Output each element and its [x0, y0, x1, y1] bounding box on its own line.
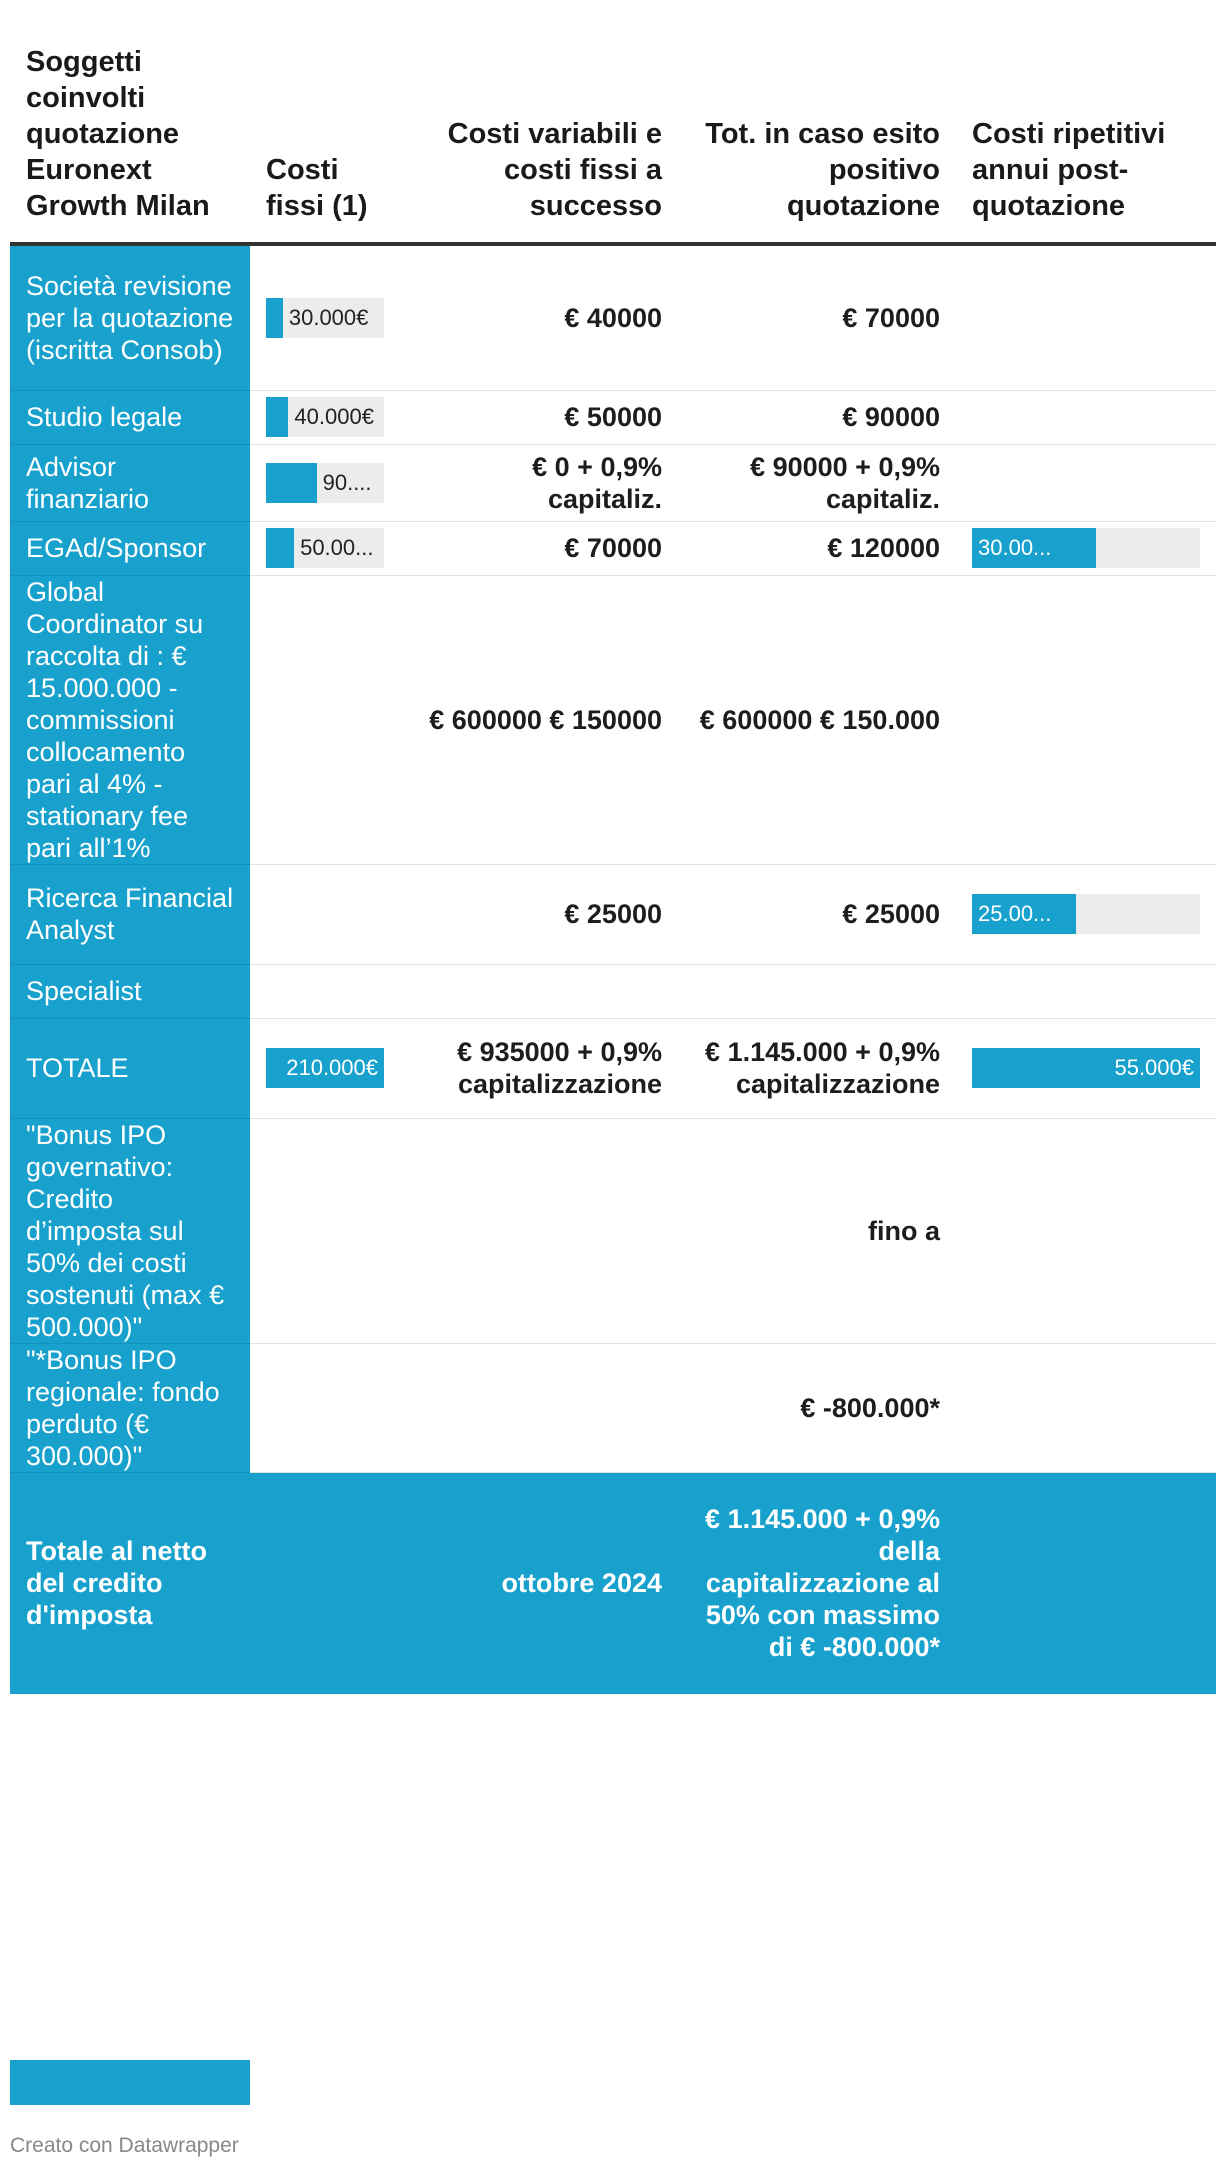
fixed-cost-bar-fill: [266, 298, 283, 338]
fixed-cost-cell: [250, 864, 400, 964]
recurring-cost-cell: [956, 575, 1216, 864]
header-subjects[interactable]: Soggetti coinvolti quotazione Euronext Growth Milan: [10, 30, 250, 244]
recurring-cost-cell: [956, 244, 1216, 390]
fixed-cost-cell: [250, 1018, 400, 1118]
fixed-cost-cell: [250, 244, 400, 390]
fixed-cost-cell: [250, 575, 400, 864]
variable-cost-cell: € 0 + 0,9% capitaliz.: [400, 444, 678, 521]
recurring-cost-bar-track: [972, 1048, 1200, 1088]
total-cost-cell: € 70000: [678, 244, 956, 390]
variable-cost-cell: € 935000 + 0,9% capitalizzazione: [400, 1018, 678, 1118]
cost-table-container: [10, 30, 1216, 1694]
final-row-recurring-cell: [956, 1472, 1216, 1694]
variable-cost-cell: [400, 964, 678, 1018]
table-row: [10, 1018, 1216, 1118]
fixed-cost-bar-label: 90....: [322, 469, 372, 495]
recurring-cost-cell: [956, 1018, 1216, 1118]
table-row: [10, 1343, 1216, 1472]
recurring-cost-cell: [956, 1343, 1216, 1472]
row-label: Specialist: [10, 964, 250, 1018]
fixed-cost-bar-track: [266, 463, 384, 503]
fixed-cost-bar-fill: [266, 528, 294, 568]
fixed-cost-cell: [250, 521, 400, 575]
variable-cost-cell: € 50000: [400, 390, 678, 444]
footer-accent-strip: [10, 2060, 250, 2105]
fixed-cost-cell: [250, 964, 400, 1018]
final-row-fixed-cell: [250, 1472, 400, 1694]
fixed-cost-cell: [250, 390, 400, 444]
variable-cost-cell: [400, 1343, 678, 1472]
total-cost-cell: € 90000 + 0,9% capitaliz.: [678, 444, 956, 521]
total-cost-cell: fino a: [678, 1118, 956, 1343]
table-row: [10, 444, 1216, 521]
recurring-cost-cell: [956, 444, 1216, 521]
variable-cost-cell: [400, 1118, 678, 1343]
header-total[interactable]: Tot. in caso esito positivo quotazione: [678, 30, 956, 244]
fixed-cost-bar-track: [266, 298, 384, 338]
fixed-cost-bar-track: [266, 1048, 384, 1088]
row-label: "*Bonus IPO regionale: fondo perduto (€ 300.000)": [10, 1343, 250, 1472]
table-header-row: [10, 30, 1216, 244]
recurring-cost-bar-track: [972, 528, 1200, 568]
fixed-cost-bar-track: [266, 528, 384, 568]
fixed-cost-cell: [250, 444, 400, 521]
variable-cost-cell: € 70000: [400, 521, 678, 575]
total-cost-cell: [678, 964, 956, 1018]
recurring-cost-cell: [956, 521, 1216, 575]
table-row: [10, 390, 1216, 444]
recurring-cost-bar-track: [972, 894, 1200, 934]
variable-cost-cell: € 600000 € 150000: [400, 575, 678, 864]
table-row: [10, 1118, 1216, 1343]
header-fixed-costs[interactable]: Costi fissi (1): [250, 30, 400, 244]
header-variable-costs[interactable]: Costi variabili e costi fissi a successo: [400, 30, 678, 244]
fixed-cost-cell: [250, 1118, 400, 1343]
total-cost-cell: € 120000: [678, 521, 956, 575]
total-cost-cell: € 1.145.000 + 0,9% capitalizzazione: [678, 1018, 956, 1118]
fixed-cost-bar-label: 50.00...: [300, 535, 374, 560]
variable-cost-cell: € 40000: [400, 244, 678, 390]
recurring-cost-bar-label: 55.000€: [1114, 1055, 1194, 1080]
recurring-cost-cell: [956, 1118, 1216, 1343]
fixed-cost-bar-label: 210.000€: [286, 1055, 378, 1080]
total-cost-cell: € -800.000*: [678, 1343, 956, 1472]
final-row-total-cell: € 1.145.000 + 0,9% della capitalizzazione al 50% con massimo di € -800.000*: [678, 1472, 956, 1694]
row-label: Ricerca Financial Analyst: [10, 864, 250, 964]
total-cost-cell: € 25000: [678, 864, 956, 964]
recurring-cost-cell: [956, 390, 1216, 444]
table-row: [10, 864, 1216, 964]
table-row: [10, 575, 1216, 864]
final-total-row: [10, 1472, 1216, 1694]
recurring-cost-cell: [956, 964, 1216, 1018]
final-row-label: Totale al netto del credito d'imposta: [10, 1472, 250, 1694]
row-label: EGAd/Sponsor: [10, 521, 250, 575]
row-label: "Bonus IPO governativo: Credito d’imposta sul 50% dei costi sostenuti (max € 500.000)": [10, 1118, 250, 1343]
fixed-cost-bar-label: 30.000€: [288, 304, 369, 330]
row-label: Società revisione per la quotazione (iscritta Consob): [10, 244, 250, 390]
recurring-cost-bar-label: 25.00...: [978, 901, 1052, 926]
fixed-cost-bar-fill: [266, 463, 317, 503]
table-row: [10, 964, 1216, 1018]
row-label: Advisor finanziario: [10, 444, 250, 521]
total-cost-cell: € 600000 € 150.000: [678, 575, 956, 864]
fixed-cost-bar-track: [266, 397, 384, 437]
datawrapper-credit[interactable]: Creato con Datawrapper: [10, 2134, 239, 2157]
final-row-variable-cell: ottobre 2024: [400, 1472, 678, 1694]
total-cost-cell: € 90000: [678, 390, 956, 444]
table-row: [10, 244, 1216, 390]
table-row: [10, 521, 1216, 575]
fixed-cost-cell: [250, 1343, 400, 1472]
recurring-cost-cell: [956, 864, 1216, 964]
variable-cost-cell: € 25000: [400, 864, 678, 964]
row-label: TOTALE: [10, 1018, 250, 1118]
fixed-cost-bar-label: 40.000€: [294, 404, 374, 429]
fixed-cost-bar-fill: [266, 397, 288, 437]
row-label: Global Coordinator su raccolta di : € 15.000.000 - commissioni collocamento pari al 4% - stationary fee pari all’1%: [10, 575, 250, 864]
cost-table: [10, 30, 1216, 1694]
table-body: [10, 244, 1216, 1694]
header-recurring-costs[interactable]: Costi ripetitivi annui post-quotazione: [956, 30, 1216, 244]
row-label: Studio legale: [10, 390, 250, 444]
recurring-cost-bar-label: 30.00...: [978, 535, 1052, 560]
